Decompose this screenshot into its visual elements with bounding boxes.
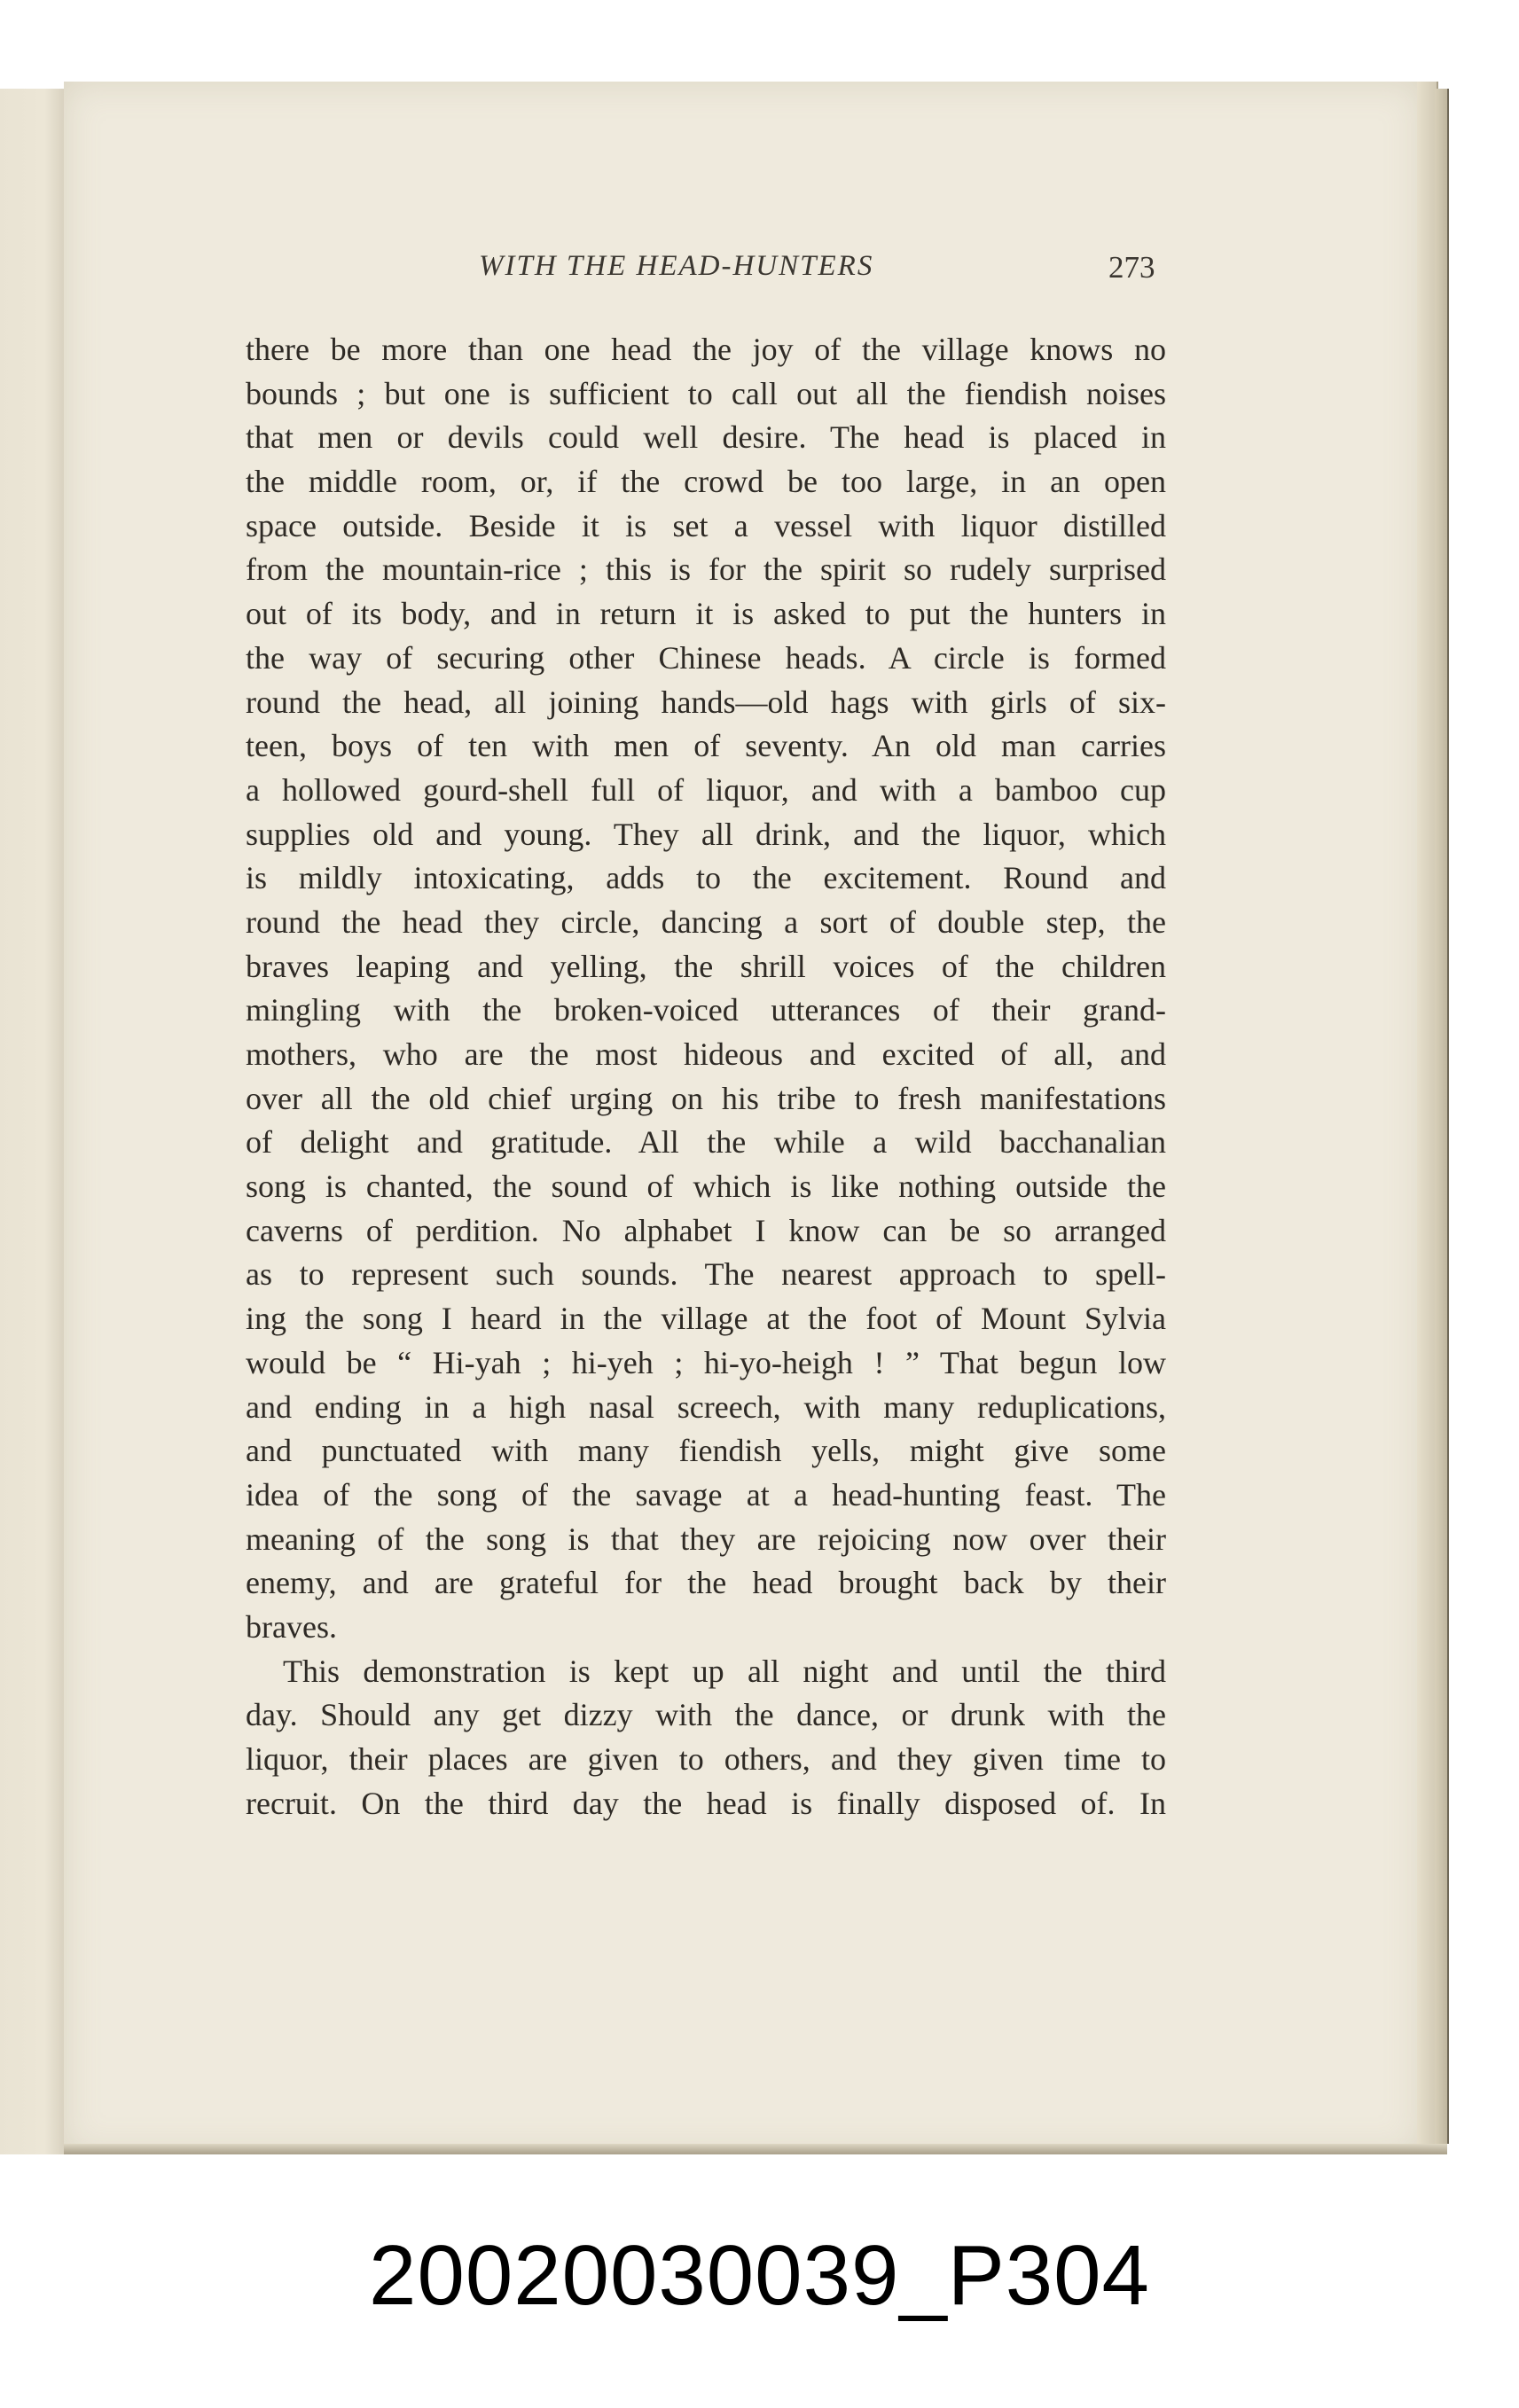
text-line: round the head they circle, dancing a sort of double step, the (246, 903, 1166, 940)
text-line: there be more than one head the joy of the village knows no (246, 332, 1166, 367)
text-line: the way of securing other Chinese heads. A circle is formed (246, 639, 1166, 676)
text-line: of delight and gratitude. All the while a wild bacchanalian (246, 1124, 1166, 1161)
text-line: meaning of the song is that they are rejoicing now over their (246, 1521, 1166, 1557)
body-text (246, 328, 1166, 1826)
running-head: WITH THE HEAD-HUNTERS (479, 250, 874, 282)
text-line: ing the song I heard in the village at the foot of Mount Sylvia (246, 1301, 1166, 1337)
text-line: from the mountain-rice ; this is for the spirit so rudely surprised (246, 551, 1166, 588)
text-line: out of its body, and in return it is asked to put the hunters in (246, 596, 1166, 632)
text-line: is mildly intoxicating, adds to the excitement. Round and (246, 860, 1166, 896)
text-line: liquor, their places are given to others, and they given time to (246, 1741, 1166, 1777)
text-line: round the head, all joining hands—old hags with girls of six- (246, 684, 1166, 720)
text-line: idea of the song of the savage at a head-hunting feast. The (246, 1476, 1166, 1513)
book-cover-edge (1435, 89, 1449, 2144)
text-line: over all the old chief urging on his tribe to fresh manifestations (246, 1080, 1166, 1116)
text-line: recruit. On the third day the head is finally disposed of. In (246, 1785, 1166, 1821)
page-number: 273 (1108, 250, 1155, 285)
text-line: braves. (246, 1608, 337, 1645)
text-line: enemy, and are grateful for the head brought back by their (246, 1565, 1166, 1601)
page-bottom-edge (64, 2144, 1447, 2154)
text-line: a hollowed gourd-shell full of liquor, and with a bamboo cup (246, 771, 1166, 808)
text-line: supplies old and young. They all drink, and the liquor, which (246, 816, 1166, 852)
text-line: space outside. Beside it is set a vessel with liquor distilled (246, 507, 1166, 543)
text-line: song is chanted, the sound of which is like nothing outside the (246, 1169, 1166, 1205)
text-line: the middle room, or, if the crowd be too large, in an open (246, 464, 1166, 500)
facing-page-edge (0, 89, 67, 2154)
text-line: mingling with the broken-voiced utterances of their grand- (246, 992, 1166, 1028)
text-line: would be “ Hi-yah ; hi-yeh ; hi-yo-heigh ! ” That begun low (246, 1344, 1166, 1380)
text-line: and ending in a high nasal screech, with many reduplications, (246, 1388, 1166, 1425)
text-line: and punctuated with many fiendish yells, might give some (246, 1433, 1166, 1469)
text-line: that men or devils could well desire. The head is placed in (246, 419, 1166, 456)
text-line: bounds ; but one is sufficient to call out all the fiendish noises (246, 375, 1166, 411)
text-line: as to represent such sounds. The nearest approach to spell- (246, 1256, 1166, 1293)
text-line: day. Should any get dizzy with the dance, or drunk with the (246, 1697, 1166, 1733)
text-line: caverns of perdition. No alphabet I know can be so arranged (246, 1212, 1166, 1248)
catalog-id-label: 20020030039_P304 (369, 2228, 1150, 2323)
text-line: This demonstration is kept up all night and until the third (283, 1653, 1166, 1689)
text-line: teen, boys of ten with men of seventy. An old man carries (246, 728, 1166, 764)
text-line: mothers, who are the most hideous and excited of all, and (246, 1036, 1166, 1072)
text-line: braves leaping and yelling, the shrill voices of the children (246, 948, 1166, 984)
